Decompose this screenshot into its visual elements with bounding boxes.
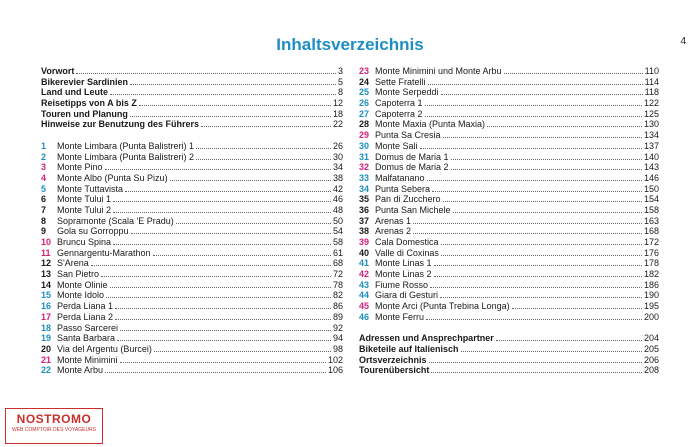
tour-entry	[41, 162, 343, 173]
dot-leader	[105, 371, 326, 373]
dot-leader	[110, 93, 336, 95]
dot-leader	[105, 168, 331, 170]
entry-page: 178	[643, 258, 659, 269]
entry-title: Valle di Coxinas	[375, 247, 439, 258]
watermark-subtitle: WEB COMPTOIR DES VOYAGEURS	[12, 427, 96, 433]
tour-entry	[359, 312, 659, 323]
entry-page: 158	[643, 204, 659, 215]
dot-leader	[170, 179, 331, 181]
dot-leader	[120, 361, 326, 363]
dot-leader	[106, 296, 331, 298]
entry-page: 82	[332, 290, 343, 301]
entry-title: Arenas 1	[375, 215, 412, 226]
tour-entry	[41, 237, 343, 248]
toc-entry	[359, 355, 659, 366]
dot-leader	[429, 361, 642, 363]
tour-entry	[41, 173, 343, 184]
tour-number: 7	[41, 204, 47, 215]
tour-entry	[41, 333, 343, 344]
tour-number: 21	[41, 354, 52, 365]
entry-title: Monte Arbu	[57, 365, 104, 376]
tour-entry	[359, 162, 659, 173]
entry-title: Monte Tuttavista	[57, 183, 124, 194]
tour-entry	[359, 237, 659, 248]
entry-page: 150	[643, 183, 659, 194]
tour-number: 39	[359, 237, 370, 247]
tour-entry	[359, 119, 659, 130]
tour-entry	[41, 141, 343, 152]
entry-title: Biketeile auf Italienisch	[359, 343, 459, 354]
tour-entry	[359, 216, 659, 227]
dot-leader	[201, 125, 331, 127]
tour-number: 33	[359, 172, 370, 183]
entry-page: 94	[332, 333, 343, 344]
tour-entry	[359, 98, 659, 109]
entry-title: Sopramonte (Scala 'E Pradu)	[57, 215, 174, 226]
tour-entry	[359, 226, 659, 237]
entry-title: Monte Limbara (Punta Balistreri) 1	[57, 140, 195, 151]
entry-title: Monte Maxia (Punta Maxia)	[375, 119, 486, 130]
entry-page: 182	[643, 269, 659, 280]
entry-title: Monte Minimini	[57, 354, 118, 365]
tour-list-right	[359, 66, 659, 323]
entry-title: Monte Ferru	[375, 311, 425, 322]
tour-number: 19	[41, 333, 52, 344]
tour-entry	[359, 301, 659, 312]
tour-number: 40	[359, 247, 370, 258]
tour-number: 43	[359, 279, 370, 290]
tour-number: 14	[41, 279, 52, 290]
entry-page: 61	[332, 247, 343, 258]
dot-leader	[504, 72, 643, 74]
entry-title: Vorwort	[41, 66, 75, 76]
entry-title: Cala Domestica	[375, 237, 439, 247]
dot-leader	[461, 350, 642, 352]
tour-entry	[41, 216, 343, 227]
dot-leader	[101, 275, 331, 277]
tour-number: 36	[359, 204, 370, 215]
dot-leader	[443, 136, 642, 138]
entry-page: 118	[644, 87, 659, 98]
entry-page: 206	[643, 354, 659, 365]
entry-title: Gola su Gorroppu	[57, 226, 129, 237]
tour-entry	[359, 290, 659, 301]
tour-number: 18	[41, 322, 52, 333]
tour-number: 28	[359, 119, 370, 130]
tour-number: 38	[359, 226, 370, 237]
tour-entry	[359, 130, 659, 141]
entry-page: 102	[327, 354, 343, 365]
entry-page: 204	[643, 333, 659, 344]
toc-entry	[41, 66, 343, 77]
toc-entry	[41, 87, 343, 98]
watermark-logo	[5, 408, 103, 444]
entry-page: 140	[643, 151, 659, 162]
tour-entry	[41, 355, 343, 366]
toc-entry	[41, 77, 343, 88]
tour-number: 42	[359, 269, 370, 280]
tour-number: 9	[41, 226, 47, 237]
entry-title: Perda Liana 1	[57, 301, 114, 312]
entry-page: 137	[643, 140, 659, 151]
entry-title: Ortsverzeichnis	[359, 354, 427, 365]
tour-number: 2	[41, 151, 47, 162]
entry-page: 30	[332, 151, 343, 162]
entry-title: Monte Olinie	[57, 279, 108, 290]
dot-leader	[426, 318, 642, 320]
dot-leader	[431, 371, 642, 373]
entry-title: Tourenübersicht	[359, 365, 430, 376]
toc-entry	[41, 98, 343, 109]
dot-leader	[153, 254, 331, 256]
tour-entry	[359, 141, 659, 152]
tour-number: 3	[41, 162, 47, 173]
entry-page: 106	[327, 365, 343, 376]
dot-leader	[487, 125, 642, 127]
entry-title: Via del Argentu (Burcei)	[57, 343, 152, 354]
entry-page: 54	[332, 226, 343, 237]
entry-title: Monte Tului 1	[57, 194, 112, 205]
toc-right-column	[359, 66, 659, 376]
toc-entry	[359, 365, 659, 376]
tour-entry	[359, 87, 659, 98]
tour-list-left	[41, 141, 343, 376]
dot-leader	[425, 115, 642, 117]
toc-entry	[359, 344, 659, 355]
tour-entry	[359, 269, 659, 280]
tour-entry	[41, 184, 343, 195]
tour-number: 22	[41, 365, 52, 376]
entry-page: 42	[332, 183, 343, 194]
dot-leader	[130, 83, 336, 85]
dot-leader	[76, 72, 336, 74]
entry-page: 38	[332, 172, 343, 183]
dot-leader	[451, 168, 642, 170]
dot-leader	[434, 264, 642, 266]
entry-title: Reisetipps von A bis Z	[41, 98, 137, 109]
dot-leader	[434, 275, 642, 277]
tour-number: 44	[359, 290, 370, 301]
dot-leader	[427, 179, 642, 181]
entry-page: 48	[332, 204, 343, 215]
entry-page: 78	[332, 279, 343, 290]
entry-page: 168	[643, 226, 659, 237]
tour-number: 8	[41, 215, 47, 226]
dot-leader	[120, 329, 331, 331]
toc-entry	[359, 333, 659, 344]
entry-page: 163	[643, 215, 659, 226]
dot-leader	[125, 190, 331, 192]
entry-title: Arenas 2	[375, 226, 412, 237]
dot-leader	[453, 211, 642, 213]
entry-title: Giara di Gesturi	[375, 290, 439, 301]
entry-title: Monte Linas 2	[375, 269, 432, 280]
entry-title: Hinweise zur Benutzung des Führers	[41, 119, 200, 130]
entry-title: Monte Albo (Punta Su Pizu)	[57, 172, 168, 183]
tour-entry	[359, 194, 659, 205]
entry-title: Santa Barbara	[57, 333, 116, 344]
dot-leader	[196, 158, 331, 160]
entry-page: 98	[332, 343, 343, 354]
entry-page: 190	[643, 290, 659, 301]
tour-number: 4	[41, 172, 47, 183]
tour-entry	[359, 109, 659, 120]
entry-page: 186	[643, 279, 659, 290]
tour-entry	[359, 248, 659, 259]
dot-leader	[110, 286, 331, 288]
tour-number: 25	[359, 87, 370, 98]
tour-number: 10	[41, 237, 52, 247]
dot-leader	[441, 254, 642, 256]
entry-page: 205	[643, 343, 659, 354]
entry-title: Passo Sarcerei	[57, 322, 119, 333]
entry-page: 134	[643, 130, 659, 141]
tour-entry	[41, 312, 343, 323]
entry-page: 12	[332, 98, 343, 109]
dot-leader	[113, 243, 331, 245]
entry-title: Monte Sali	[375, 140, 418, 151]
dot-leader	[441, 93, 643, 95]
entry-title: Capoterra 1	[375, 98, 423, 109]
entry-page: 89	[332, 311, 343, 322]
tour-entry	[359, 258, 659, 269]
entry-page: 172	[643, 237, 659, 247]
entry-title: Punta Sebera	[375, 183, 431, 194]
entry-page: 22	[332, 119, 343, 130]
entry-page: 26	[332, 140, 343, 151]
tour-number: 23	[359, 66, 370, 76]
tour-number: 34	[359, 183, 370, 194]
tour-entry	[359, 77, 659, 88]
entry-page: 18	[332, 108, 343, 119]
entry-title: Pan di Zucchero	[375, 194, 441, 205]
entry-title: Monte Arci (Punta Trebina Longa)	[375, 301, 510, 312]
tour-number: 35	[359, 194, 370, 205]
front-matter-list	[41, 66, 343, 130]
tour-number: 29	[359, 130, 370, 141]
tour-number: 16	[41, 301, 52, 312]
entry-title: Sette Fratelli	[375, 76, 426, 87]
tour-entry	[41, 226, 343, 237]
dot-leader	[196, 147, 331, 149]
entry-page: 68	[332, 258, 343, 269]
dot-leader	[496, 339, 642, 341]
tour-entry	[41, 258, 343, 269]
entry-title: Perda Liana 2	[57, 311, 114, 322]
page-number: 4	[680, 36, 686, 47]
dot-leader	[113, 200, 331, 202]
tour-entry	[41, 365, 343, 376]
tour-entry	[359, 173, 659, 184]
entry-title: Monte Pino	[57, 162, 103, 173]
dot-leader	[154, 350, 331, 352]
entry-title: Monte Tului 2	[57, 204, 112, 215]
dot-leader	[428, 83, 643, 85]
dot-leader	[413, 232, 642, 234]
dot-leader	[430, 286, 642, 288]
tour-number: 45	[359, 301, 370, 312]
entry-title: Malfatanano	[375, 172, 425, 183]
tour-number: 37	[359, 215, 370, 226]
entry-page: 154	[643, 194, 659, 205]
entry-title: Monte Serpeddi	[375, 87, 439, 98]
entry-page: 122	[643, 98, 659, 109]
entry-page: 114	[644, 76, 659, 87]
entry-title: Bruncu Spina	[57, 237, 112, 247]
dot-leader	[425, 104, 642, 106]
dot-leader	[139, 104, 331, 106]
dot-leader	[130, 115, 331, 117]
dot-leader	[440, 296, 642, 298]
tour-number: 32	[359, 162, 370, 173]
tour-number: 17	[41, 311, 52, 322]
tour-number: 11	[41, 247, 51, 258]
dot-leader	[117, 339, 331, 341]
entry-page: 176	[643, 247, 659, 258]
watermark-name: NOSTROMO	[16, 412, 92, 426]
tour-entry	[359, 280, 659, 291]
tour-number: 30	[359, 140, 370, 151]
tour-number: 13	[41, 269, 52, 280]
entry-page: 146	[643, 172, 659, 183]
dot-leader	[131, 232, 331, 234]
entry-page: 143	[643, 162, 659, 173]
entry-title: Domus de Maria 2	[375, 162, 449, 173]
dot-leader	[115, 318, 331, 320]
toc-entry	[41, 109, 343, 120]
dot-leader	[512, 307, 642, 309]
entry-page: 130	[643, 119, 659, 130]
entry-title: Monte Minimini und Monte Arbu	[375, 66, 502, 76]
entry-page: 86	[332, 301, 343, 312]
entry-page: 34	[332, 162, 343, 173]
entry-page: 72	[332, 269, 343, 280]
entry-page: 58	[332, 237, 343, 247]
entry-title: Monte Linas 1	[375, 258, 432, 269]
tour-entry	[41, 152, 343, 163]
entry-page: 50	[332, 215, 343, 226]
tour-entry	[41, 344, 343, 355]
tour-number: 12	[41, 258, 52, 269]
entry-page: 46	[332, 194, 343, 205]
tour-number: 15	[41, 290, 52, 301]
dot-leader	[443, 200, 642, 202]
page-title: Inhaltsverzeichnis	[276, 35, 424, 54]
entry-page: 110	[644, 66, 659, 76]
tour-entry	[41, 280, 343, 291]
tour-number: 31	[359, 151, 370, 162]
entry-page: 208	[643, 365, 659, 376]
entry-title: S'Arena	[57, 258, 89, 269]
tour-entry	[41, 248, 343, 259]
tour-entry	[359, 66, 659, 77]
dot-leader	[113, 211, 331, 213]
tour-number: 20	[41, 343, 52, 354]
tour-number: 41	[359, 258, 370, 269]
tour-number: 24	[359, 76, 370, 87]
entry-title: Gennargentu-Marathon	[57, 247, 151, 258]
tour-entry	[41, 301, 343, 312]
tour-entry	[41, 323, 343, 334]
tour-number: 6	[41, 194, 47, 205]
toc-entry	[41, 119, 343, 130]
entry-title: Domus de Maria 1	[375, 151, 449, 162]
entry-title: Land und Leute	[41, 87, 108, 98]
dot-leader	[176, 222, 331, 224]
entry-title: Capoterra 2	[375, 108, 423, 119]
dot-leader	[441, 243, 642, 245]
dot-leader	[413, 222, 642, 224]
entry-page: 5	[337, 76, 343, 87]
tour-number: 46	[359, 311, 370, 322]
tour-number: 1	[41, 140, 47, 151]
tour-entry	[41, 269, 343, 280]
tour-entry	[41, 194, 343, 205]
dot-leader	[91, 264, 331, 266]
tour-entry	[359, 152, 659, 163]
entry-title: Punta San Michele	[375, 204, 451, 215]
tour-entry	[359, 184, 659, 195]
entry-title: Monte Limbara (Punta Balistreri) 2	[57, 151, 195, 162]
entry-page: 200	[643, 311, 659, 322]
tour-number: 5	[41, 183, 47, 194]
entry-title: Punta Sa Cresia	[375, 130, 441, 141]
tour-number: 26	[359, 98, 370, 109]
dot-leader	[420, 147, 642, 149]
entry-title: Adressen und Ansprechpartner	[359, 333, 494, 344]
dot-leader	[432, 190, 642, 192]
entry-page: 125	[643, 108, 659, 119]
entry-title: Bikerevier Sardinien	[41, 76, 129, 87]
tour-entry	[41, 290, 343, 301]
toc-left-column	[41, 66, 343, 376]
dot-leader	[115, 307, 331, 309]
entry-title: San Pietro	[57, 269, 100, 280]
entry-title: Touren und Planung	[41, 108, 128, 119]
entry-title: Monte Idolo	[57, 290, 105, 301]
dot-leader	[451, 158, 642, 160]
tour-entry	[359, 205, 659, 216]
entry-page: 8	[337, 87, 343, 98]
tour-number: 27	[359, 108, 370, 119]
tour-entry	[41, 205, 343, 216]
entry-page: 92	[332, 322, 343, 333]
back-matter-list	[359, 333, 659, 376]
entry-page: 3	[337, 66, 343, 76]
entry-page: 195	[643, 301, 659, 312]
entry-title: Fiume Rosso	[375, 279, 429, 290]
